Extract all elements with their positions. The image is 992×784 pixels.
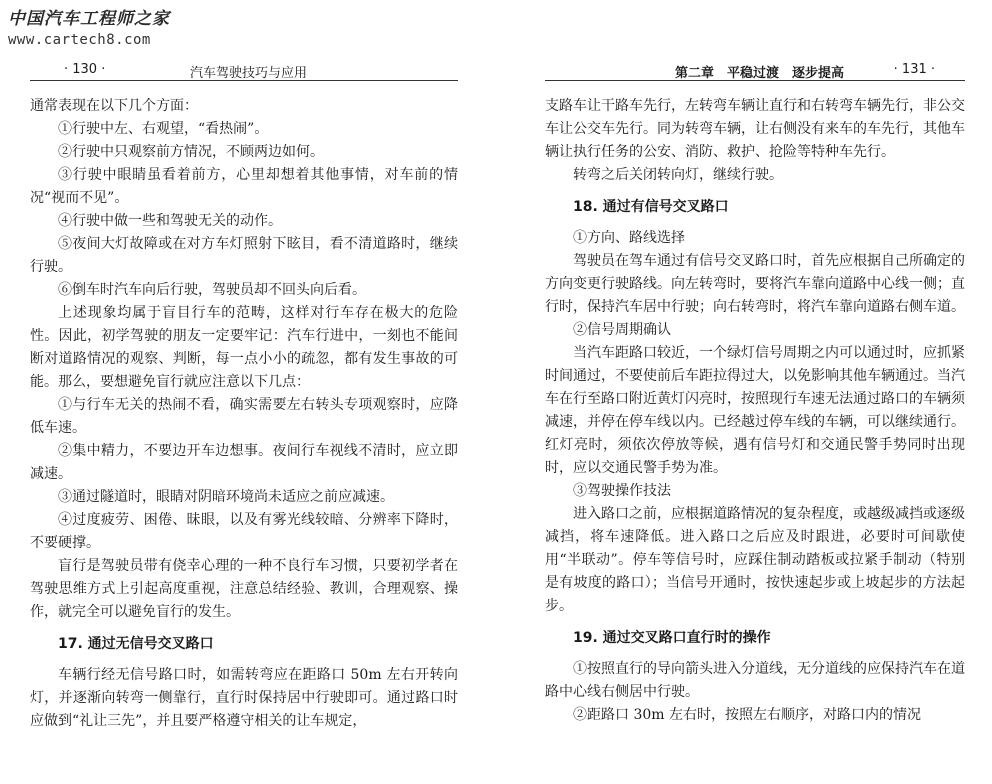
section-heading-18: 18. 通过有信号交叉路口 [573, 199, 729, 215]
logo-title: 中国汽车工程师之家 [8, 9, 170, 29]
paragraph: 进入路口之前，应根据道路情况的复杂程度，或越级减挡或逐级减挡，将车速降低。进入路口之后应及时跟进，必要时可间歇使用“半联动”。停车等信号时，应踩住制动踏板或拉紧手制动（特别是有坡度的路口）；当信号开通时，按快速起步或上坡起步的方法起步。 [545, 506, 965, 614]
paragraph: 通常表现在以下几个方面： [30, 98, 198, 114]
subheading: ③驾驶操作技法 [573, 483, 671, 499]
left-page [30, 58, 458, 733]
subheading: ②信号周期确认 [573, 322, 671, 338]
paragraph: 当汽车距路口较近，一个绿灯信号周期之内可以通过时，应抓紧时间通过，不要使前后车距拉得过大，以免影响其他车辆通过。当汽车在行至路口附近黄灯闪亮时，按照现行车速无法通过路口的车辆须减速，并停在停车线以内。已经越过停车线的车辆，可以继续通行。红灯亮时，须依次停放等候，遇有信号灯和交通民警手势同时出现时，应以交通民警手势为准。 [545, 345, 965, 476]
left-page-header [30, 58, 458, 81]
list-item: ②行驶中只观察前方情况，不顾两边如何。 [58, 144, 324, 160]
right-header-title: 第二章 平稳过渡 逐步提高 [675, 66, 845, 81]
logo-url: www.cartech8.com [8, 32, 151, 48]
list-item: ①行驶中左、右观望，“看热闹”。 [58, 121, 269, 137]
paragraph: 上述现象均属于盲目行车的范畴，这样对行车存在极大的危险性。因此，初学驾驶的朋友一定要牢记：汽车行进中，一刻也不能间断对道路情况的观察、判断，每一点小小的疏忽，都有发生事故的可能。那么，要想避免盲行就应注意以下几点： [30, 305, 458, 390]
list-item: ②集中精力，不要边开车边想事。夜间行车视线不清时，应立即减速。 [30, 443, 458, 482]
right-page-number: · 131 · [893, 62, 935, 77]
section-heading-17: 17. 通过无信号交叉路口 [58, 636, 214, 652]
right-page-body [545, 95, 965, 727]
paragraph: 转弯之后关闭转向灯，继续行驶。 [573, 167, 783, 183]
list-item: ③通过隧道时，眼睛对阴暗环境尚未适应之前应减速。 [58, 489, 394, 505]
list-item: ④行驶中做一些和驾驶无关的动作。 [58, 213, 282, 229]
left-page-body [30, 95, 458, 733]
right-page [545, 58, 965, 727]
list-item: ③行驶中眼睛虽看着前方，心里却想着其他事情，对车前的情况“视而不见”。 [30, 167, 458, 206]
subheading: ①方向、路线选择 [573, 230, 685, 246]
right-page-header [545, 58, 965, 81]
paragraph: 驾驶员在驾车通过有信号交叉路口时，首先应根据自己所确定的方向变更行驶路线。向左转弯时，要将汽车靠向道路中心线一侧；直行时，保持汽车居中行驶；向右转弯时，将汽车靠向道路右侧车道。 [545, 253, 965, 315]
paragraph: 车辆行经无信号路口时，如需转弯应在距路口 50m 左右开转向灯，并逐渐向转弯一侧靠行，直行时保持居中行驶即可。通过路口时应做到“礼让三先”，并且要严格遵守相关的让车规定， [30, 667, 458, 729]
list-item: ⑥倒车时汽车向后行驶，驾驶员却不回头向后看。 [58, 282, 366, 298]
list-item: ④过度疲劳、困倦、昧眼，以及有雾光线较暗、分辨率下降时，不要硬撑。 [30, 512, 458, 551]
site-logo [8, 4, 170, 48]
left-page-number: · 130 · [64, 62, 106, 77]
paragraph: 支路车让干路车先行，左转弯车辆让直行和右转弯车辆先行，非公交车让公交车先行。同为转弯车辆，让右侧没有来车的车先行，其他车辆让执行任务的公安、消防、救护、抢险等特种车先行。 [545, 98, 965, 160]
section-heading-19: 19. 通过交叉路口直行时的操作 [573, 630, 771, 646]
paragraph: ②距路口 30m 左右时，按照左右顺序，对路口内的情况 [573, 707, 921, 723]
left-header-title: 汽车驾驶技巧与应用 [190, 66, 308, 81]
paragraph: 盲行是驾驶员带有侥幸心理的一种不良行车习惯，只要初学者在驾驶思维方式上引起高度重视，注意总结经验、教训，合理观察、操作，就完全可以避免盲行的发生。 [30, 558, 458, 620]
list-item: ⑤夜间大灯故障或在对方车灯照射下眩目，看不清道路时，继续行驶。 [30, 236, 458, 275]
paragraph: ①按照直行的导向箭头进入分道线，无分道线的应保持汽车在道路中心线右侧居中行驶。 [545, 661, 965, 700]
list-item: ①与行车无关的热闹不看，确实需要左右转头专项观察时，应降低车速。 [30, 397, 458, 436]
